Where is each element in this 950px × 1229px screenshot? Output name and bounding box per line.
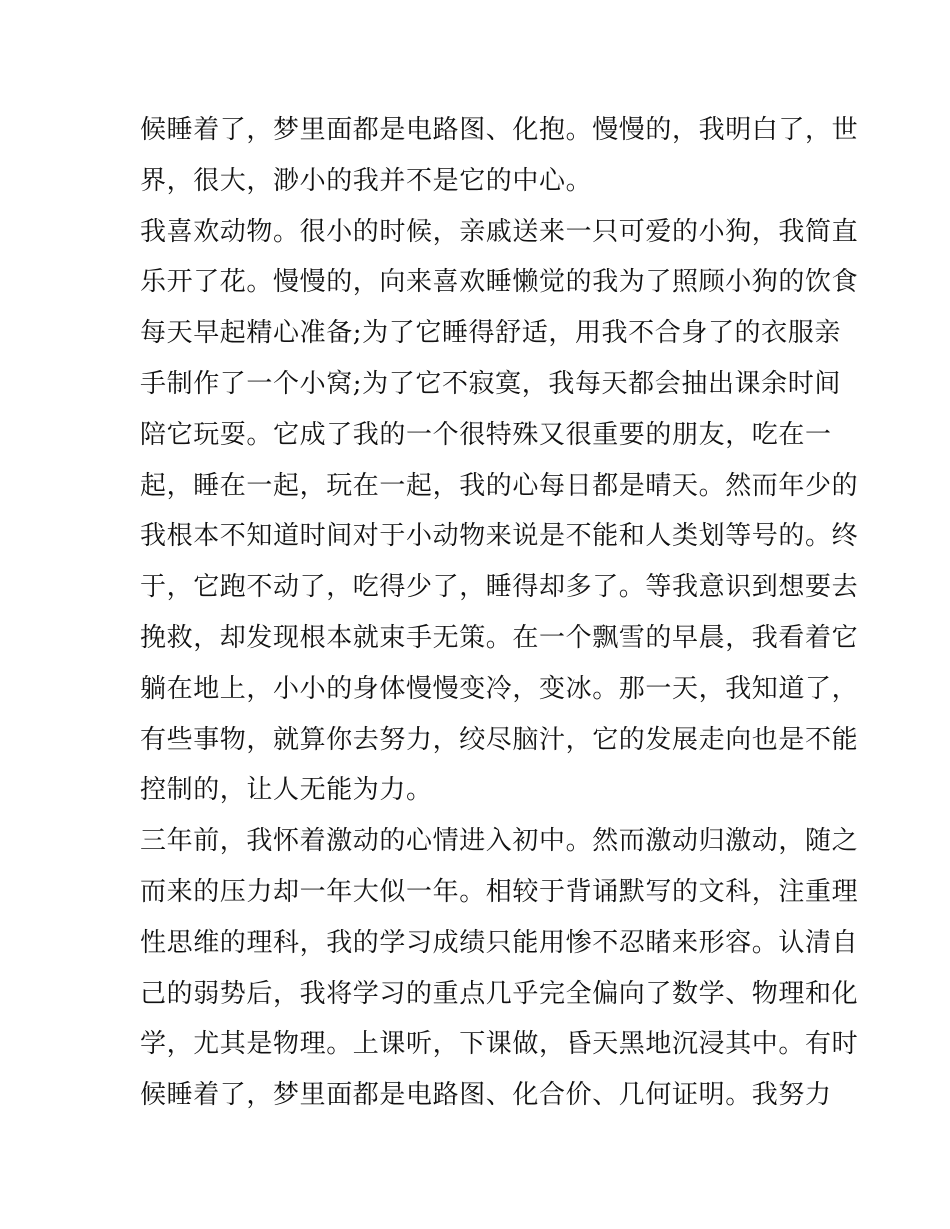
text-line: 候睡着了，梦里面都是电路图、化合价、几何证明。我努力 [140,1080,832,1111]
text-line: 控制的，让人无能为力。 [140,775,433,806]
text-line: 学，尤其是物理。上课听，下课做，昏天黑地沉浸其中。有时 [140,1029,859,1060]
text-line: 躺在地上，小小的身体慢慢变冷，变冰。那一天，我知道了， [140,673,859,704]
text-line: 三年前，我怀着激动的心情进入初中。然而激动归激动，随之 [140,826,859,857]
text-line: 性思维的理科，我的学习成绩只能用惨不忍睹来形容。认清自 [140,927,859,958]
text-line: 于，它跑不动了，吃得少了，睡得却多了。等我意识到想要去 [140,572,859,603]
text-line: 而来的压力却一年大似一年。相较于背诵默写的文科，注重理 [140,876,859,907]
text-line: 挽救，却发现根本就束手无策。在一个飘雪的早晨，我看着它 [140,622,859,653]
text-line: 我喜欢动物。很小的时候，亲戚送来一只可爱的小狗，我简直 [140,216,859,247]
text-line: 手制作了一个小窝;为了它不寂寞，我每天都会抽出课余时间 [140,368,841,399]
text-line: 乐开了花。慢慢的，向来喜欢睡懒觉的我为了照顾小狗的饮食 [140,267,859,298]
text-line: 每天早起精心准备;为了它睡得舒适，用我不合身了的衣服亲 [140,318,841,349]
text-line: 起，睡在一起，玩在一起，我的心每日都是晴天。然而年少的 [140,470,859,501]
body-text [140,110,859,1126]
text-line: 陪它玩耍。它成了我的一个很特殊又很重要的朋友，吃在一 [140,419,832,450]
text-line: 候睡着了，梦里面都是电路图、化抱。慢慢的，我明白了，世 [140,115,859,145]
text-line: 我根本不知道时间对于小动物来说是不能和人类划等号的。终 [140,521,859,552]
text-line: 界，很大，渺小的我并不是它的中心。 [140,165,593,196]
text-line: 有些事物，就算你去努力，绞尽脑汁，它的发展走向也是不能 [140,724,859,755]
text-line: 己的弱势后，我将学习的重点几乎完全偏向了数学、物理和化 [140,978,859,1009]
